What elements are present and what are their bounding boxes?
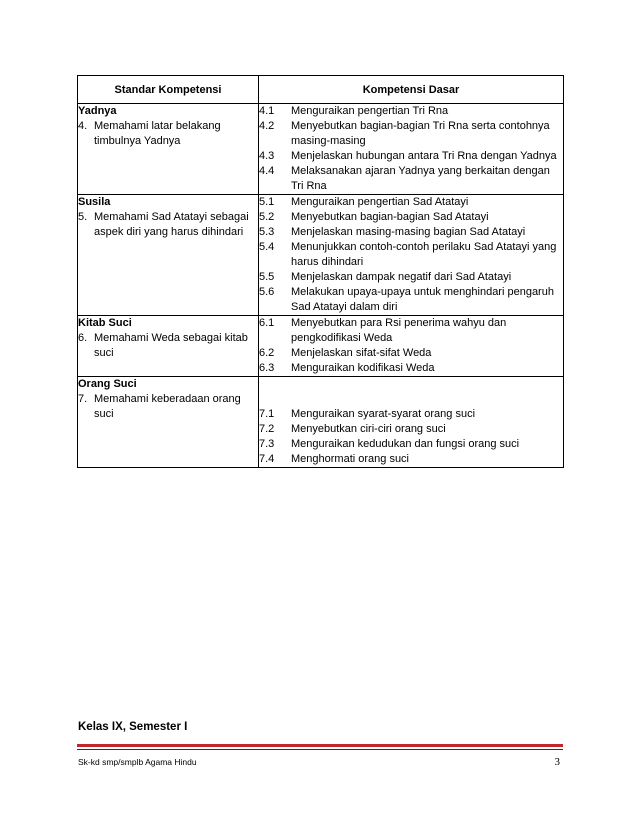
standar-number: 4. xyxy=(78,120,88,132)
table-row xyxy=(78,377,564,468)
table-row xyxy=(78,195,564,316)
kompetensi-item xyxy=(259,437,563,452)
table-header-row xyxy=(78,76,564,104)
kompetensi-text: Melakukan upaya-upaya untuk menghindari pengaruh Sad Atatayi dalam diri xyxy=(291,286,554,313)
kompetensi-number: 5.2 xyxy=(259,211,275,223)
kompetensi-number: 4.4 xyxy=(259,165,275,177)
kompetensi-text: Menguraikan kedudukan dan fungsi orang suci xyxy=(291,438,520,450)
header-kompetensi-dasar: Kompetensi Dasar xyxy=(259,76,564,104)
standar-cell xyxy=(78,104,259,195)
footer-document-title: Sk-kd smp/smplb Agama Hindu xyxy=(78,757,197,767)
table-row xyxy=(78,316,564,377)
standar-item xyxy=(78,210,258,240)
kompetensi-number: 4.2 xyxy=(259,120,275,132)
kompetensi-item xyxy=(259,407,563,422)
kompetensi-item xyxy=(259,225,563,240)
topic-title: Susila xyxy=(78,196,111,208)
page-number: 3 xyxy=(554,756,560,768)
kompetensi-cell xyxy=(259,195,564,316)
kompetensi-cell xyxy=(259,104,564,195)
kompetensi-text: Menyebutkan bagian-bagian Tri Rna serta contohnya masing-masing xyxy=(291,120,550,147)
standar-text: Memahami Sad Atatayi sebagai aspek diri yang harus dihindari xyxy=(94,211,249,238)
kompetensi-item xyxy=(259,316,563,346)
kompetensi-text: Menghormati orang suci xyxy=(291,453,410,465)
kompetensi-number: 6.1 xyxy=(259,317,275,329)
kompetensi-number: 6.2 xyxy=(259,347,275,359)
kompetensi-item xyxy=(259,240,563,270)
kompetensi-text: Menguraikan pengertian Sad Atatayi xyxy=(291,196,469,208)
kompetensi-text: Menguraikan pengertian Tri Rna xyxy=(291,105,449,117)
class-semester-label: Kelas IX, Semester I xyxy=(78,721,188,733)
standar-cell xyxy=(78,195,259,316)
topic-title: Kitab Suci xyxy=(78,317,132,329)
kompetensi-number: 6.3 xyxy=(259,362,275,374)
kompetensi-cell xyxy=(259,377,564,468)
kompetensi-cell xyxy=(259,316,564,377)
kompetensi-item xyxy=(259,149,563,164)
kompetensi-item xyxy=(259,270,563,285)
standar-text: Memahami Weda sebagai kitab suci xyxy=(94,332,248,359)
competency-table xyxy=(77,75,564,468)
standar-cell xyxy=(78,316,259,377)
kompetensi-number: 5.4 xyxy=(259,241,275,253)
standar-item xyxy=(78,119,258,149)
standar-number: 7. xyxy=(78,393,88,405)
spacer xyxy=(259,392,563,407)
kompetensi-text: Menjelaskan masing-masing bagian Sad Atatayi xyxy=(291,226,526,238)
kompetensi-text: Melaksanakan ajaran Yadnya yang berkaitan dengan Tri Rna xyxy=(291,165,550,192)
kompetensi-number: 5.1 xyxy=(259,196,275,208)
kompetensi-item xyxy=(259,285,563,315)
kompetensi-text: Menyebutkan bagian-bagian Sad Atatayi xyxy=(291,211,489,223)
kompetensi-number: 5.5 xyxy=(259,271,275,283)
kompetensi-item xyxy=(259,346,563,361)
standar-text: Memahami keberadaan orang suci xyxy=(94,393,241,420)
kompetensi-item xyxy=(259,452,563,467)
standar-cell xyxy=(78,377,259,468)
standar-number: 6. xyxy=(78,332,88,344)
footer-rule-thick xyxy=(77,744,563,747)
kompetensi-text: Menyebutkan para Rsi penerima wahyu dan pengkodifikasi Weda xyxy=(291,317,507,344)
kompetensi-number: 5.3 xyxy=(259,226,275,238)
kompetensi-item xyxy=(259,164,563,194)
kompetensi-text: Menguraikan syarat-syarat orang suci xyxy=(291,408,476,420)
spacer xyxy=(259,377,563,392)
kompetensi-number: 4.1 xyxy=(259,105,275,117)
kompetensi-item xyxy=(259,195,563,210)
kompetensi-text: Menyebutkan ciri-ciri orang suci xyxy=(291,423,446,435)
header-standar-kompetensi: Standar Kompetensi xyxy=(78,76,259,104)
table-row xyxy=(78,104,564,195)
topic-title: Yadnya xyxy=(78,105,117,117)
kompetensi-item xyxy=(259,210,563,225)
kompetensi-number: 4.3 xyxy=(259,150,275,162)
footer-rule-thin xyxy=(77,749,563,750)
kompetensi-item xyxy=(259,104,563,119)
kompetensi-text: Menunjukkan contoh-contoh perilaku Sad Atatayi yang harus dihindari xyxy=(291,241,557,268)
kompetensi-text: Menjelaskan sifat-sifat Weda xyxy=(291,347,432,359)
topic-title: Orang Suci xyxy=(78,378,137,390)
kompetensi-number: 5.6 xyxy=(259,286,275,298)
kompetensi-item xyxy=(259,361,563,376)
kompetensi-text: Menguraikan kodifikasi Weda xyxy=(291,362,435,374)
standar-item xyxy=(78,331,258,361)
kompetensi-number: 7.4 xyxy=(259,453,275,465)
kompetensi-number: 7.1 xyxy=(259,408,275,420)
kompetensi-number: 7.2 xyxy=(259,423,275,435)
kompetensi-text: Menjelaskan dampak negatif dari Sad Atatayi xyxy=(291,271,512,283)
standar-text: Memahami latar belakang timbulnya Yadnya xyxy=(94,120,221,147)
kompetensi-number: 7.3 xyxy=(259,438,275,450)
standar-number: 5. xyxy=(78,211,88,223)
standar-item xyxy=(78,392,258,422)
kompetensi-text: Menjelaskan hubungan antara Tri Rna dengan Yadnya xyxy=(291,150,557,162)
kompetensi-item xyxy=(259,119,563,149)
kompetensi-item xyxy=(259,422,563,437)
